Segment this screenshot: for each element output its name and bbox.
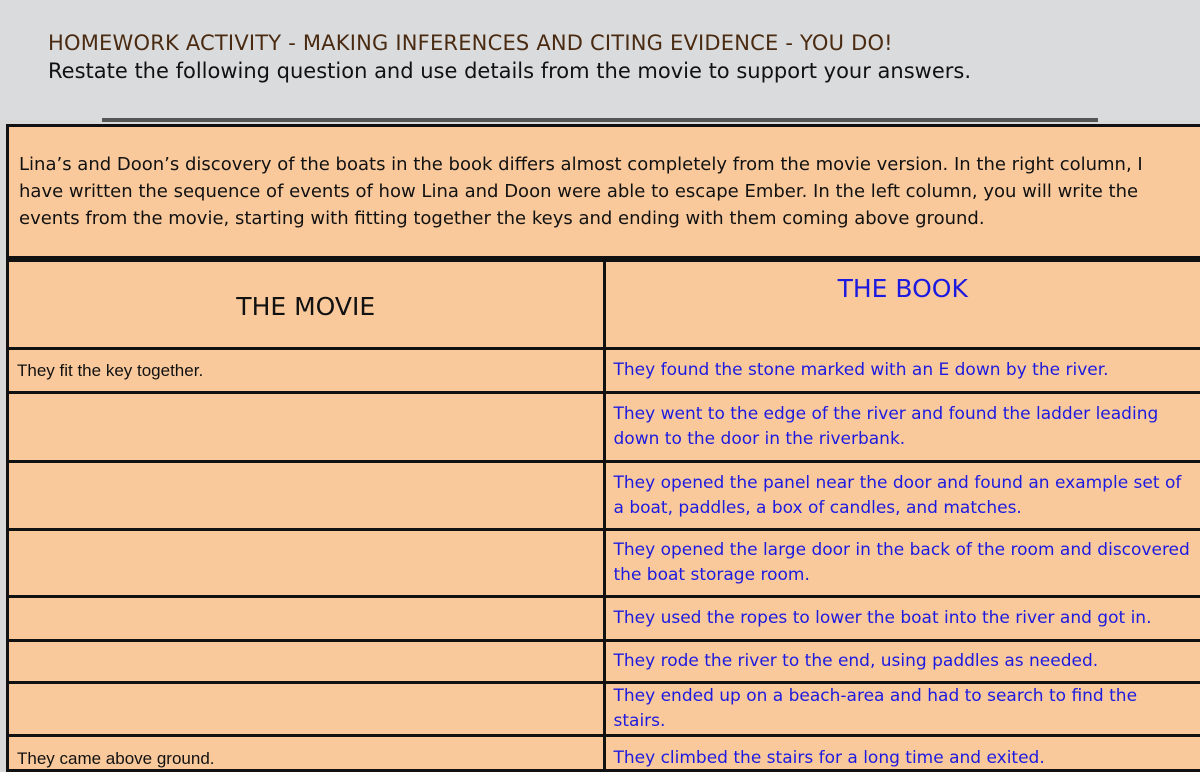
movie-cell[interactable]: They fit the key together. [9,349,604,393]
table-row [9,597,1200,641]
movie-cell[interactable] [9,641,604,683]
table-row [9,641,1200,683]
book-cell: They opened the large door in the back of the room and discovered the boat storage room. [604,530,1200,597]
movie-cell[interactable] [9,393,604,462]
table-row [9,683,1200,736]
table-header-row [9,261,1200,349]
worksheet [6,124,1200,772]
page-header [0,0,1200,120]
table-row [9,530,1200,597]
book-cell: They rode the river to the end, using paddles as needed. [604,641,1200,683]
page-subtitle: Restate the following question and use details from the movie to support your answers. [48,59,971,83]
book-column-header [604,261,1200,349]
instructions-text: Lina’s and Doon’s discovery of the boats in the book differs almost completely from the movie version. In the right column, I have written the sequence of events of how Lina and Doon were able to escape Ember. In the left column, you will write the events from the movie, starting with fitting together the keys and ending with them coming above ground. [9,127,1200,259]
page-title: HOMEWORK ACTIVITY - MAKING INFERENCES AND CITING EVIDENCE - YOU DO! [48,31,893,55]
table-row [9,393,1200,462]
book-cell: They climbed the stairs for a long time and exited. [604,736,1200,772]
movie-header-label: THE MOVIE [236,292,376,321]
divider [102,118,1098,122]
movie-cell[interactable] [9,597,604,641]
movie-cell[interactable] [9,462,604,530]
movie-cell[interactable] [9,683,604,736]
book-header-label: THE BOOK [837,274,968,303]
table-row [9,462,1200,530]
movie-cell[interactable]: They came above ground. [9,736,604,772]
book-cell: They went to the edge of the river and found the ladder leading down to the door in the riverbank. [604,393,1200,462]
comparison-table [9,259,1200,772]
book-cell: They opened the panel near the door and found an example set of a boat, paddles, a box of candles, and matches. [604,462,1200,530]
book-cell: They ended up on a beach-area and had to search to find the stairs. [604,683,1200,736]
movie-cell[interactable] [9,530,604,597]
table-row [9,349,1200,393]
book-cell: They found the stone marked with an E down by the river. [604,349,1200,393]
book-cell: They used the ropes to lower the boat into the river and got in. [604,597,1200,641]
table-row [9,736,1200,772]
movie-column-header [9,261,604,349]
